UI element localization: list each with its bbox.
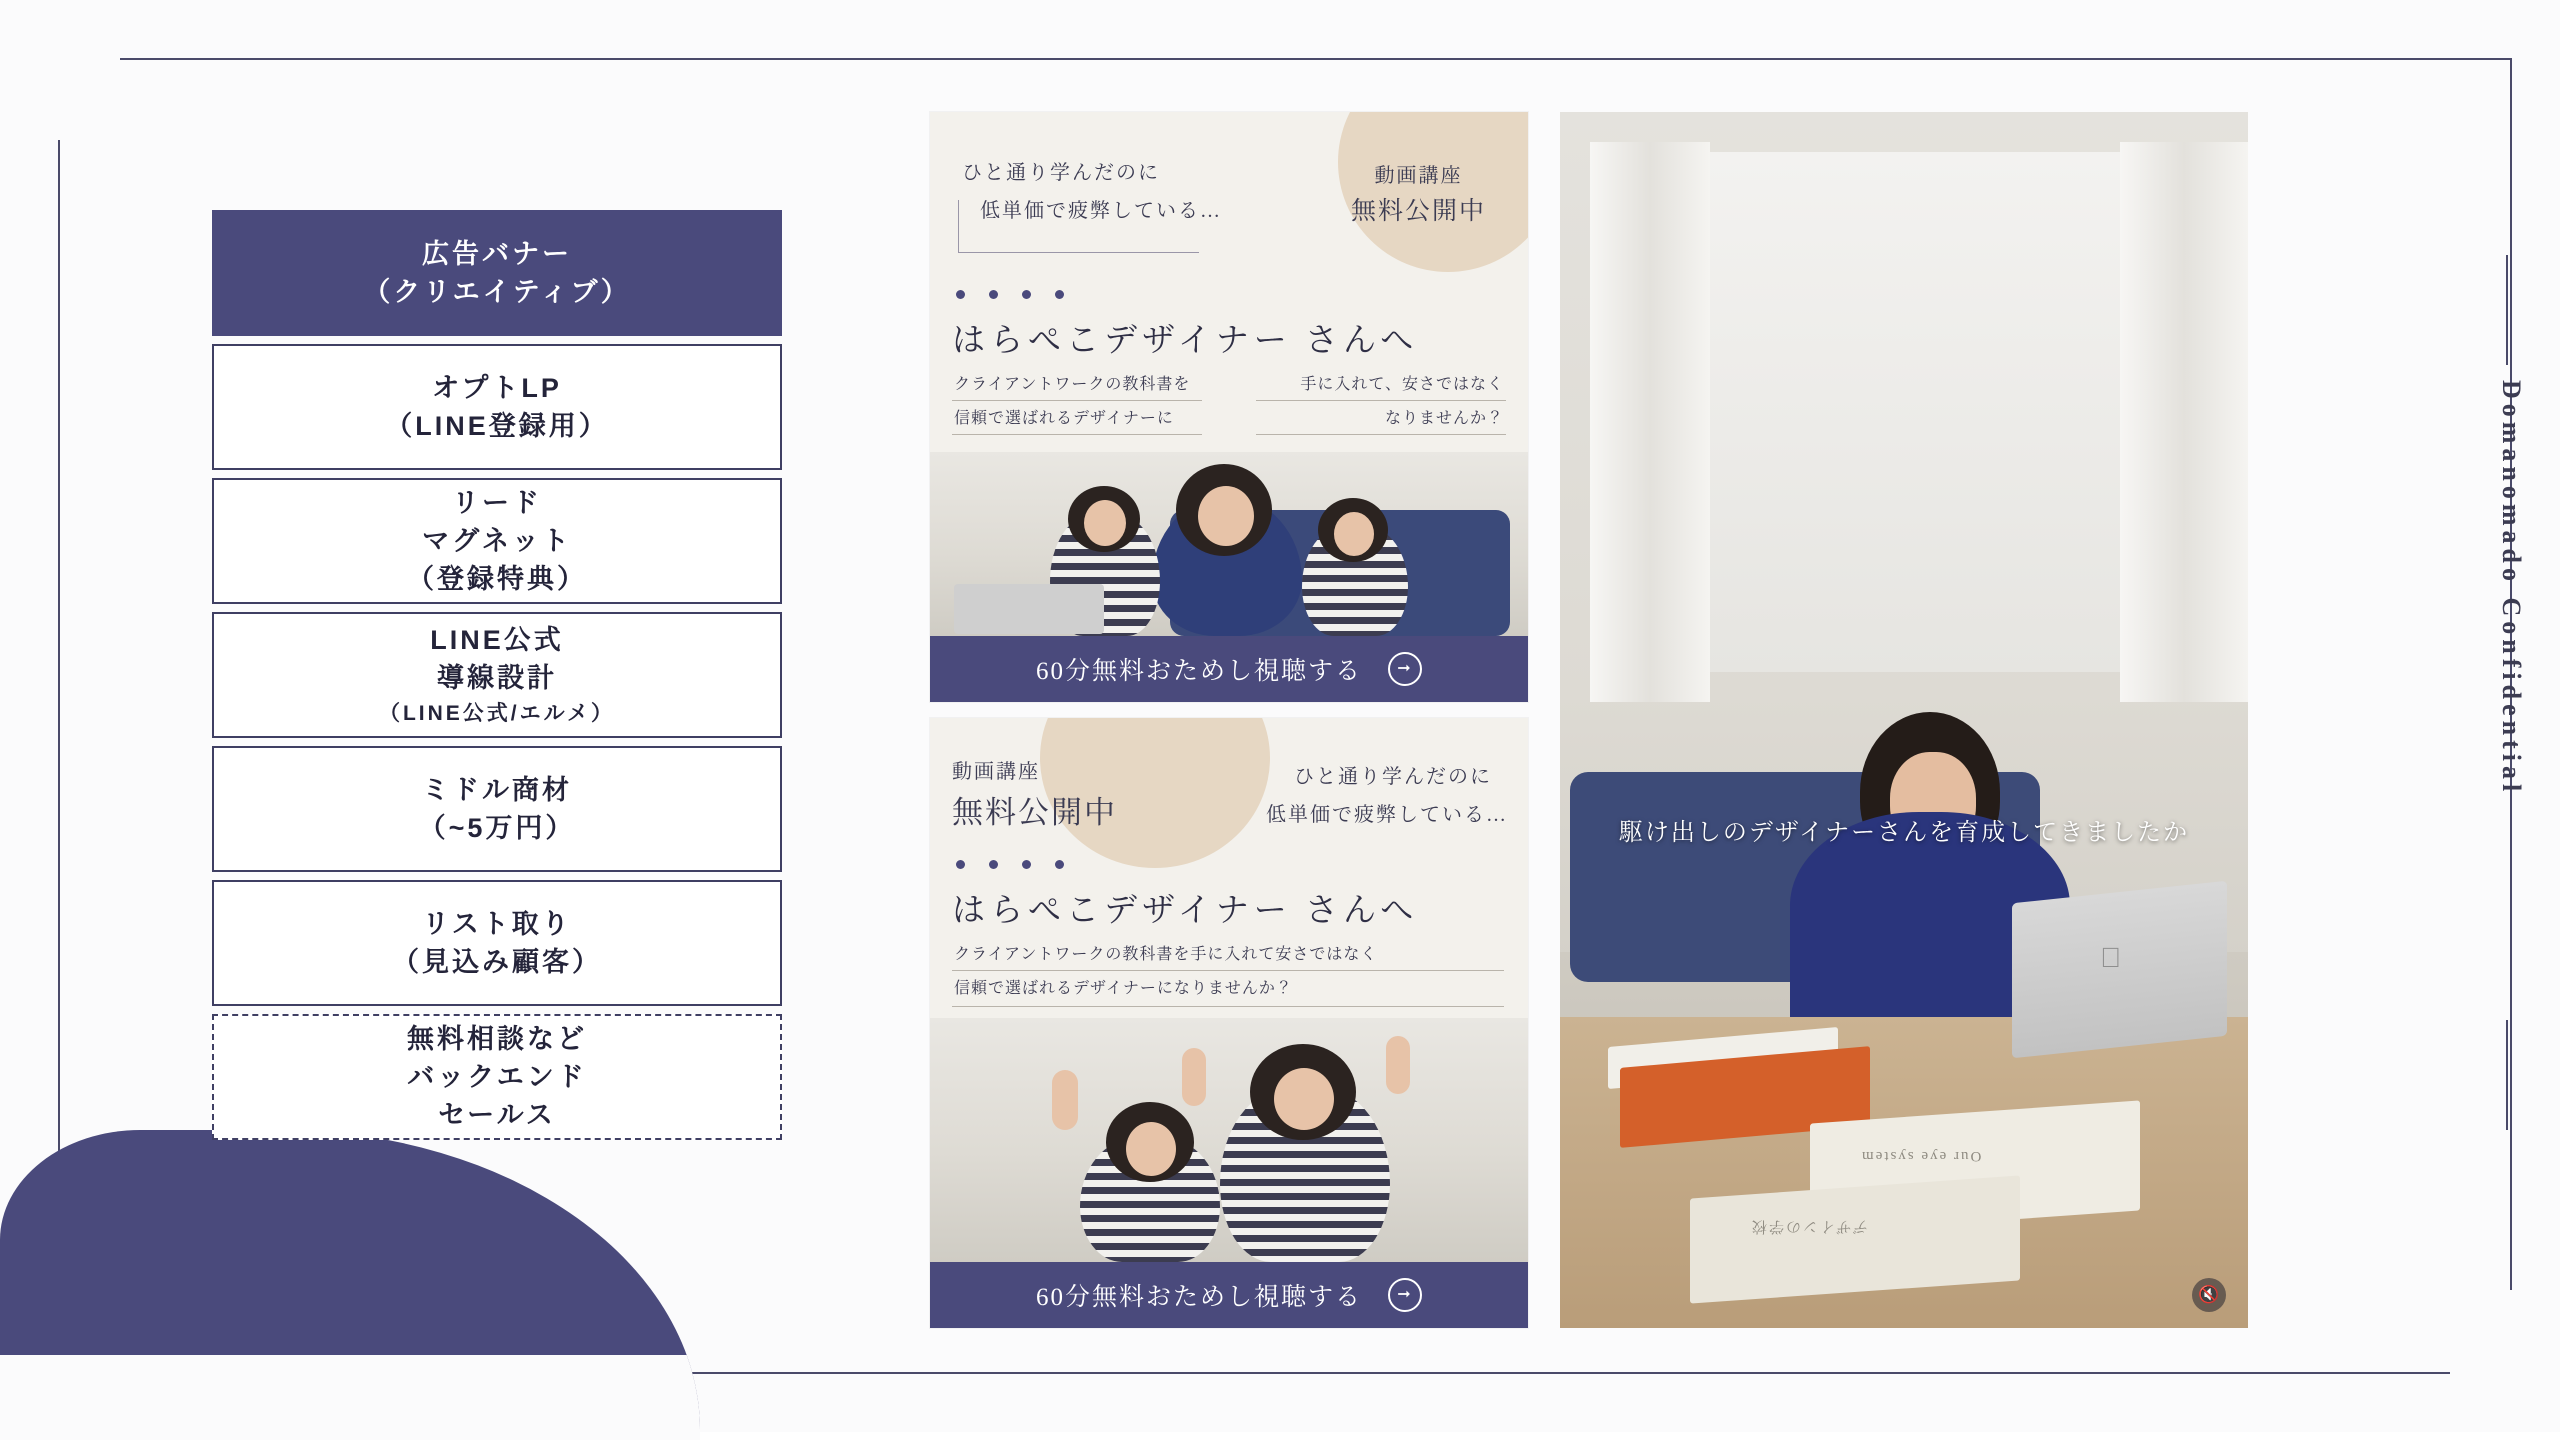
frame-line-top	[120, 58, 2512, 60]
funnel-item-lead-magnet[interactable]	[212, 478, 782, 604]
creative-bottom-rule-2	[952, 1006, 1504, 1007]
funnel-item-label: リスト取り	[422, 908, 572, 939]
badge-line-2: 無料公開中	[1350, 198, 1486, 225]
creative-top-rule-2	[1256, 400, 1506, 401]
arrow-right-icon: ➞	[1388, 652, 1422, 686]
creative-top-sub-left-1: クライアントワークの教科書を	[954, 376, 1191, 393]
creative-top-sub-right-2: なりませんか？	[1384, 410, 1504, 427]
funnel-item-label: 無料相談など	[407, 1023, 587, 1054]
creative-top-dots	[956, 290, 1064, 299]
badge-line-1: 動画講座	[952, 761, 1040, 783]
video-caption: 駆け出しのデザイナーさんを育成してきましたか	[1618, 820, 2190, 846]
video-curtain-left	[1590, 142, 1710, 702]
creative-top-cta-button[interactable]	[930, 636, 1528, 702]
funnel-list	[212, 210, 782, 1148]
creative-top-sub-left-2: 信頼で選ばれるデザイナーに	[954, 410, 1174, 427]
confidential-tick-bottom	[2506, 1020, 2508, 1130]
video-book-text-1: Our eye system	[1860, 1148, 1982, 1164]
funnel-item-label: マグネット	[422, 525, 572, 556]
funnel-item-opt-lp[interactable]	[212, 344, 782, 470]
creative-bottom-sub-2: 信頼で選ばれるデザイナーになりませんか？	[954, 980, 1293, 997]
funnel-item-label: （~5万円）	[418, 813, 576, 843]
creative-card-top[interactable]	[930, 112, 1528, 702]
creative-bottom-sub-1: クライアントワークの教科書を手に入れて安さではなく	[954, 946, 1378, 963]
arrow-right-icon: ➞	[1388, 1278, 1422, 1312]
decorative-blob	[0, 1130, 700, 1440]
creative-bottom-rule-1	[952, 970, 1504, 971]
creative-top-badge	[1331, 160, 1506, 232]
creative-bottom-artwork	[930, 718, 1528, 1262]
video-preview[interactable]	[1560, 112, 2248, 1328]
creative-top-rule-3	[952, 434, 1202, 435]
creative-bottom-hook-1: ひと通り学んだのに	[1294, 766, 1492, 788]
creative-top-sub-right-1: 手に入れて、安さではなく	[1300, 376, 1504, 393]
creative-top-headline: はらぺこデザイナー さんへ	[952, 323, 1419, 359]
badge-line-2: 無料公開中	[952, 795, 1117, 830]
funnel-item-middle-product[interactable]	[212, 746, 782, 872]
badge-line-1: 動画講座	[1374, 165, 1463, 187]
creative-bottom-headline: はらぺこデザイナー さんへ	[952, 893, 1419, 929]
funnel-item-label: 導線設計	[437, 663, 557, 694]
creative-top-rule-1	[952, 400, 1202, 401]
funnel-item-backend-sales[interactable]	[212, 1014, 782, 1140]
funnel-item-label: LINE公式	[430, 624, 564, 655]
confidential-label: Domanomado Confidential	[2497, 380, 2526, 797]
creative-bottom-photo	[930, 1018, 1528, 1262]
creative-card-bottom[interactable]	[930, 718, 1528, 1328]
funnel-item-label: （登録特典）	[407, 564, 587, 595]
creative-bottom-cta-label: 60分無料おためし視聴する	[1035, 1284, 1362, 1311]
funnel-item-label: （LINE登録用）	[385, 411, 609, 441]
video-book-text-2: デザインの学校	[1750, 1218, 1868, 1234]
funnel-item-label: （クリエイティブ）	[363, 277, 631, 307]
creative-top-cta-label: 60分無料おためし視聴する	[1035, 658, 1362, 685]
funnel-item-label: （見込み顧客）	[392, 947, 602, 977]
creative-top-bracket	[958, 200, 1199, 253]
creative-bottom-badge	[952, 756, 1152, 838]
creative-bottom-cta-button[interactable]	[930, 1262, 1528, 1328]
apple-logo-icon	[2100, 944, 2128, 974]
creative-top-rule-4	[1256, 434, 1506, 435]
video-curtain-right	[2120, 142, 2248, 702]
confidential-tick-top	[2506, 255, 2508, 365]
creative-top-photo	[930, 452, 1528, 636]
funnel-item-label: バックエンド	[407, 1061, 587, 1092]
funnel-item-ad-banner[interactable]	[212, 210, 782, 336]
funnel-item-label: セールス	[438, 1100, 556, 1131]
funnel-item-label: ミドル商材	[422, 774, 572, 805]
creative-top-hook-2: 低単価で疲弊している…	[980, 200, 1222, 222]
funnel-item-line-official[interactable]	[212, 612, 782, 738]
creative-top-hook-1: ひと通り学んだのに	[962, 162, 1160, 184]
funnel-item-list-building[interactable]	[212, 880, 782, 1006]
funnel-item-label: オプトLP	[432, 372, 562, 403]
creative-bottom-dots	[956, 860, 1064, 869]
funnel-item-label: リード	[452, 487, 542, 518]
funnel-item-label: 広告バナー	[422, 238, 572, 269]
creative-bottom-hook-2: 低単価で疲弊している…	[1266, 804, 1508, 826]
funnel-item-label: （LINE公式/エルメ）	[378, 701, 616, 725]
mute-speaker-icon[interactable]: 🔇	[2192, 1278, 2226, 1312]
creative-top-artwork	[930, 112, 1528, 636]
